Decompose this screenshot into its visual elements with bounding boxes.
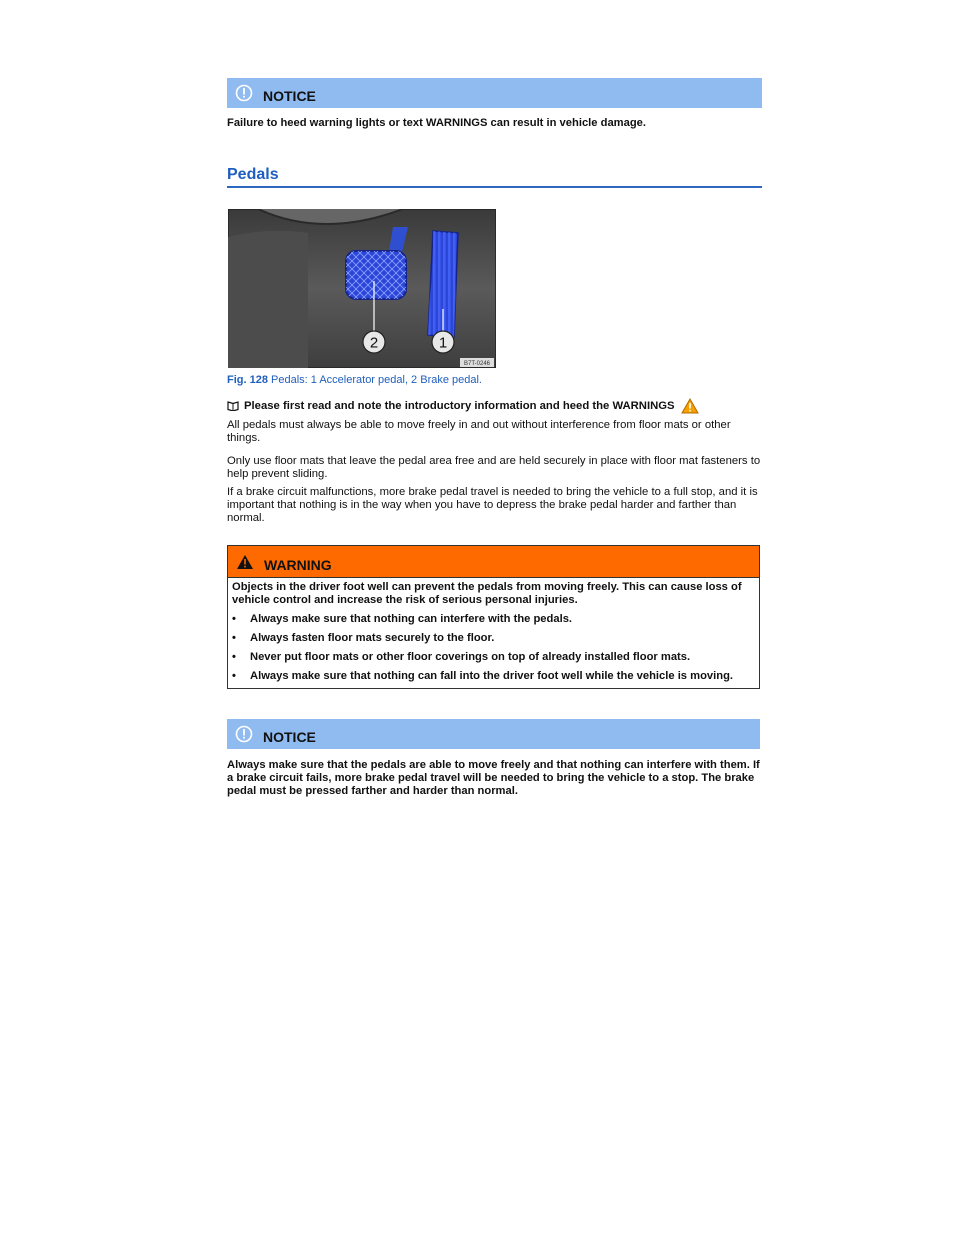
exclamation-circle-icon (235, 725, 253, 743)
notice-bottom-header (227, 719, 760, 749)
callout-2-label: 2 (369, 334, 379, 352)
warning-body (228, 578, 759, 688)
paragraph-2: Only use floor mats that leave the pedal area free and are held securely in place with floor mat fasteners to help prevent sliding. (227, 455, 761, 480)
warning-triangle-icon (681, 398, 699, 414)
warning-list-item: • Never put floor mats or other floor coverings on top of already installed floor mats. (232, 651, 691, 663)
warning-title: WARNING (264, 556, 332, 573)
warning-header (228, 546, 759, 578)
notice-top-header (227, 78, 762, 108)
figure-caption (227, 374, 482, 386)
warning-list-item: • Always fasten floor mats securely to the floor. (232, 632, 495, 644)
warning-text: Objects in the driver foot well can prevent the pedals from moving freely. This can cause loss of vehicle control and increase the risk of serious personal injuries. (232, 581, 742, 606)
notice-bottom-block (227, 719, 760, 798)
exclamation-circle-icon (235, 84, 253, 102)
notice-top-title: NOTICE (263, 88, 316, 104)
notice-top-block (227, 78, 762, 130)
paragraph-1: All pedals must always be able to move freely in and out without interference from floor mats or other things. (227, 419, 731, 444)
pedals-figure (228, 209, 496, 368)
paragraph-3: If a brake circuit malfunctions, more brake pedal travel is needed to bring the vehicle to a full stop, and it is important that nothing is in the way when you have to depress the brake pedal harder and farther than normal. (227, 486, 758, 524)
warning-triangle-icon (236, 554, 254, 570)
figure-caption-text: Pedals: 1 Accelerator pedal, 2 Brake pedal. (267, 374, 482, 386)
figure-code: B7T-0246 (463, 361, 491, 367)
section-title: Pedals (227, 166, 762, 188)
notice-bottom-text: Always make sure that the pedals are able to move freely and that nothing can interfere with them. If a brake circuit fails, more brake pedal travel will be needed to bring the vehicle to a stop. The brake pedal must be pressed farther and harder than normal. (227, 759, 760, 797)
warning-list-item: • Always make sure that nothing can fall into the driver foot well while the vehicle is moving. (232, 670, 734, 682)
figure-caption-label: Fig. 128 (227, 374, 268, 386)
notice-top-text: Failure to heed warning lights or text WARNINGS can result in vehicle damage. (227, 117, 646, 129)
warning-list-item: • Always make sure that nothing can interfere with the pedals. (232, 613, 573, 625)
callout-1-label: 1 (438, 334, 448, 352)
intro-text: Please first read and note the introductory information and heed the WARNINGS (244, 400, 675, 412)
warning-box (227, 545, 760, 689)
notice-bottom-title: NOTICE (263, 729, 316, 745)
intro-line (227, 398, 699, 414)
book-icon (227, 401, 239, 411)
